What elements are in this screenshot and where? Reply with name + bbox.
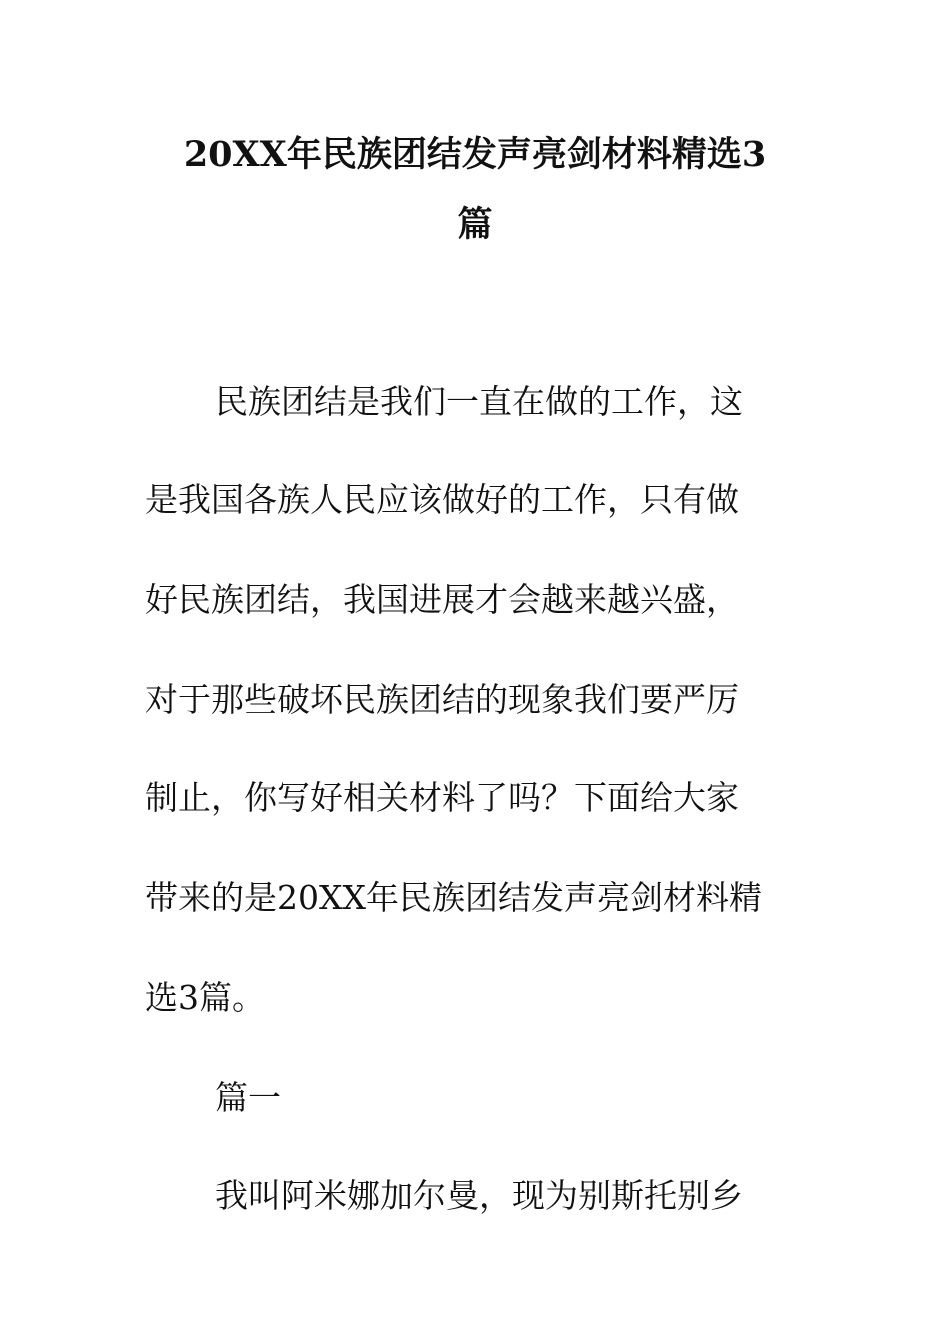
paragraph-line: 选3篇。: [145, 978, 265, 1017]
title-line-1: 20XX年民族团结发声亮剑材料精选3: [183, 134, 767, 175]
document-title: [130, 120, 820, 260]
paragraph-line: 民族团结是我们一直在做的工作，这: [215, 382, 743, 421]
paragraph-line: 对于那些破坏民族团结的现象我们要严厉: [145, 680, 739, 719]
paragraph-line: 是我国各族人民应该做好的工作，只有做: [145, 480, 739, 519]
section-heading: 篇一: [215, 1078, 281, 1117]
paragraph-line: 好民族团结，我国进展才会越来越兴盛，: [145, 580, 739, 619]
title-line-2: 篇: [457, 204, 493, 245]
section-first-line: 我叫阿米娜加尔曼，现为别斯托别乡: [215, 1176, 743, 1215]
paragraph-line: 制止，你写好相关材料了吗？下面给大家: [145, 778, 739, 817]
paragraph-line: 带来的是20XX年民族团结发声亮剑材料精: [145, 878, 762, 917]
